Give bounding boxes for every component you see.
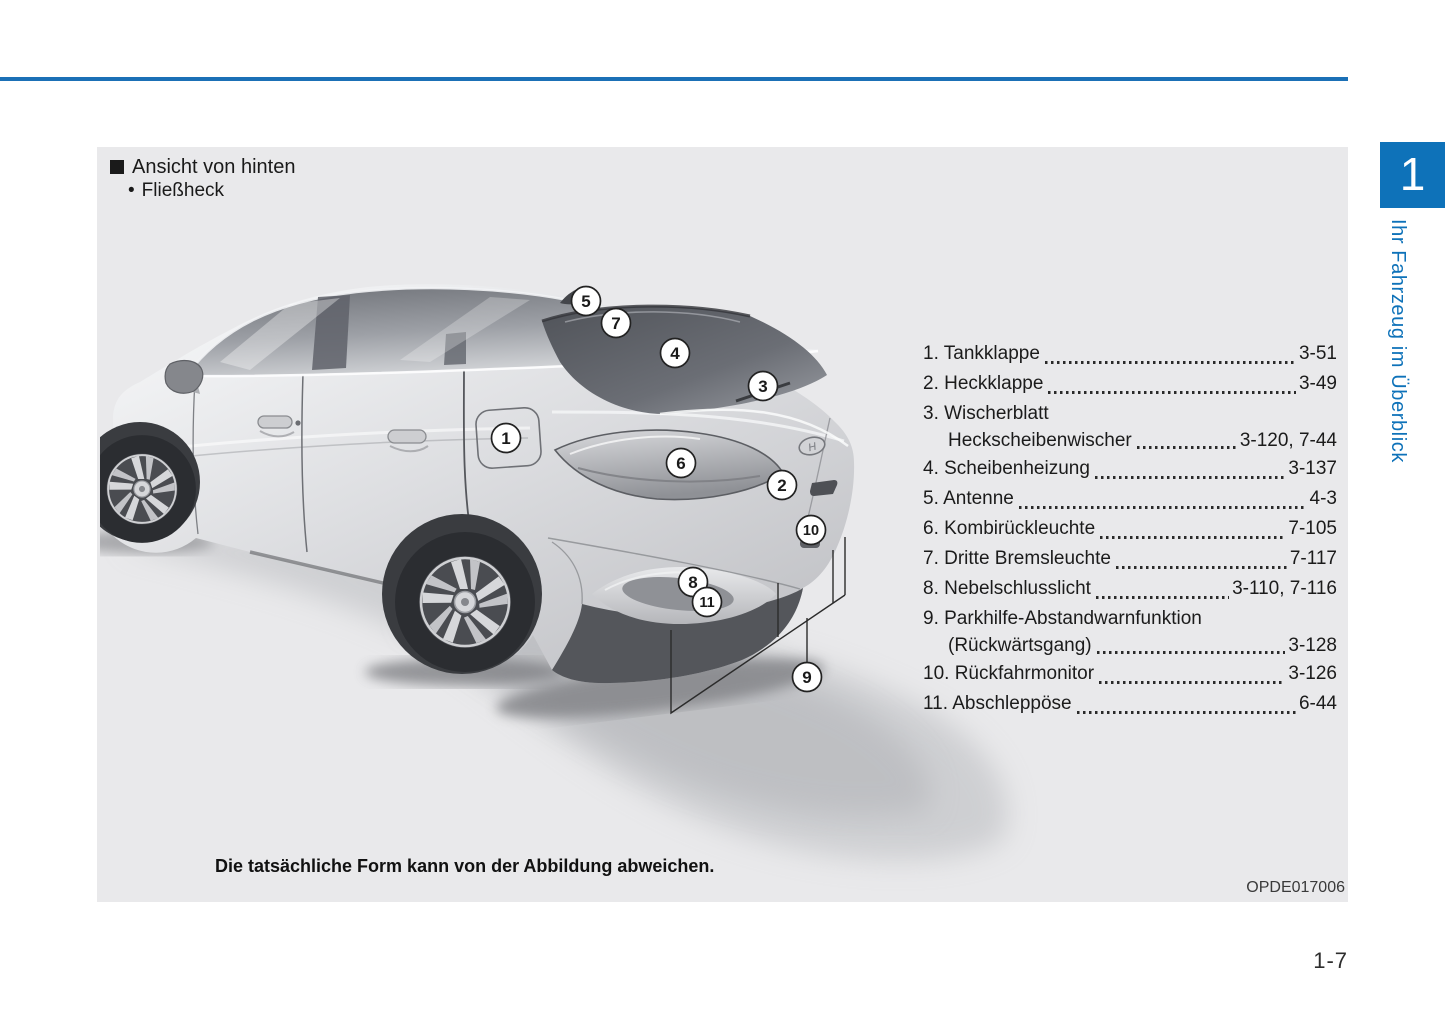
car-illustration [100, 242, 1050, 902]
callout-4 [661, 339, 690, 368]
dot-leader [1095, 476, 1285, 479]
side-mirror [165, 361, 203, 394]
svg-text:H: H [807, 440, 818, 455]
part-page-ref: 3-49 [1298, 373, 1337, 394]
figure-subheading [128, 180, 224, 202]
dot-leader [1048, 391, 1296, 394]
parts-list-item [923, 659, 1337, 689]
part-page-ref: 3-128 [1288, 635, 1337, 656]
car-rear-view-svg [100, 242, 1050, 902]
callout-3 [749, 372, 778, 401]
callout-5 [572, 287, 601, 316]
caption: Die tatsächliche Form kann von der Abbildung abweichen. [215, 856, 715, 876]
part-label: 10. Rückfahrmonitor [923, 663, 1095, 684]
parts-list-item [923, 454, 1337, 484]
dot-leader [1097, 651, 1286, 654]
svg-text:11: 11 [699, 595, 715, 611]
page-number: 1-7 [1313, 948, 1348, 973]
chapter-number: 1 [1399, 148, 1426, 200]
part-label: 8. Nebelschlusslicht [923, 578, 1091, 599]
svg-text:3: 3 [758, 376, 768, 396]
dot-leader [1137, 446, 1237, 449]
part-label: 4. Scheibenheizung [923, 458, 1090, 479]
callout-2 [768, 471, 797, 500]
part-page-ref: 6-44 [1298, 693, 1337, 714]
dot-leader [1077, 711, 1296, 714]
part-label: 7. Dritte Bremsleuchte [923, 548, 1111, 569]
callout-1 [492, 424, 521, 453]
part-label: Heckscheibenwischer [948, 430, 1132, 451]
svg-text:8: 8 [688, 572, 698, 592]
svg-text:2: 2 [777, 475, 787, 495]
part-label: 2. Heckklappe [923, 373, 1044, 394]
rear-wheel [382, 514, 542, 674]
dot-leader [1045, 361, 1296, 364]
figure-subheading-label: Fließheck [141, 180, 225, 201]
figure-heading [110, 156, 295, 179]
part-label: 6. Kombirückleuchte [923, 518, 1096, 539]
svg-text:10: 10 [802, 523, 820, 539]
figure-code: OPDE017006 [1246, 879, 1345, 896]
part-page-ref: 3-126 [1288, 663, 1337, 684]
dot-leader [1099, 681, 1285, 684]
parts-list-item [923, 604, 1337, 659]
dot-leader [1019, 506, 1307, 509]
part-label: (Rückwärtsgang) [948, 635, 1092, 656]
callout-10 [797, 516, 826, 545]
callout-7 [602, 309, 631, 338]
part-page-ref: 3-120, 7-44 [1239, 430, 1337, 451]
parts-list-item [923, 574, 1337, 604]
svg-text:9: 9 [802, 667, 812, 687]
parts-list-item [923, 399, 1337, 454]
svg-text:6: 6 [676, 453, 686, 473]
dot-leader [1096, 596, 1229, 599]
svg-text:1: 1 [501, 428, 511, 448]
part-page-ref: 3-110, 7-116 [1232, 578, 1337, 599]
part-label: 3. Wischerblatt [923, 403, 1049, 424]
figure-panel [97, 147, 1348, 902]
parts-list-item [923, 514, 1337, 544]
dot-bullet-icon: • [128, 180, 135, 201]
parts-list-item [923, 484, 1337, 514]
callout-6 [667, 449, 696, 478]
callout-11 [693, 588, 722, 617]
svg-text:7: 7 [611, 313, 621, 333]
figure-heading-label: Ansicht von hinten [132, 156, 296, 178]
parts-list-item [923, 689, 1337, 719]
svg-text:4: 4 [670, 343, 680, 363]
part-page-ref: 3-137 [1288, 458, 1337, 479]
part-page-ref: 7-105 [1288, 518, 1337, 539]
chapter-title-vertical: Ihr Fahrzeug im Überblick [1387, 219, 1409, 463]
dot-leader [1100, 536, 1285, 539]
callout-9 [793, 663, 822, 692]
part-page-ref: 7-117 [1289, 548, 1337, 569]
parts-list-item [923, 369, 1337, 399]
part-label: 9. Parkhilfe-Abstandwarnfunktion [923, 608, 1202, 629]
part-label: 11. Abschleppöse [923, 693, 1072, 714]
svg-text:5: 5 [581, 291, 591, 311]
parts-list [923, 339, 1337, 719]
chapter-tab [1380, 142, 1445, 208]
part-page-ref: 4-3 [1309, 488, 1337, 509]
dot-leader [1116, 566, 1287, 569]
header-rule [0, 77, 1348, 81]
parts-list-item [923, 339, 1337, 369]
part-page-ref: 3-51 [1298, 343, 1337, 364]
part-label: 5. Antenne [923, 488, 1014, 509]
part-label: 1. Tankklappe [923, 343, 1040, 364]
square-bullet-icon [110, 160, 124, 174]
parts-list-item [923, 544, 1337, 574]
